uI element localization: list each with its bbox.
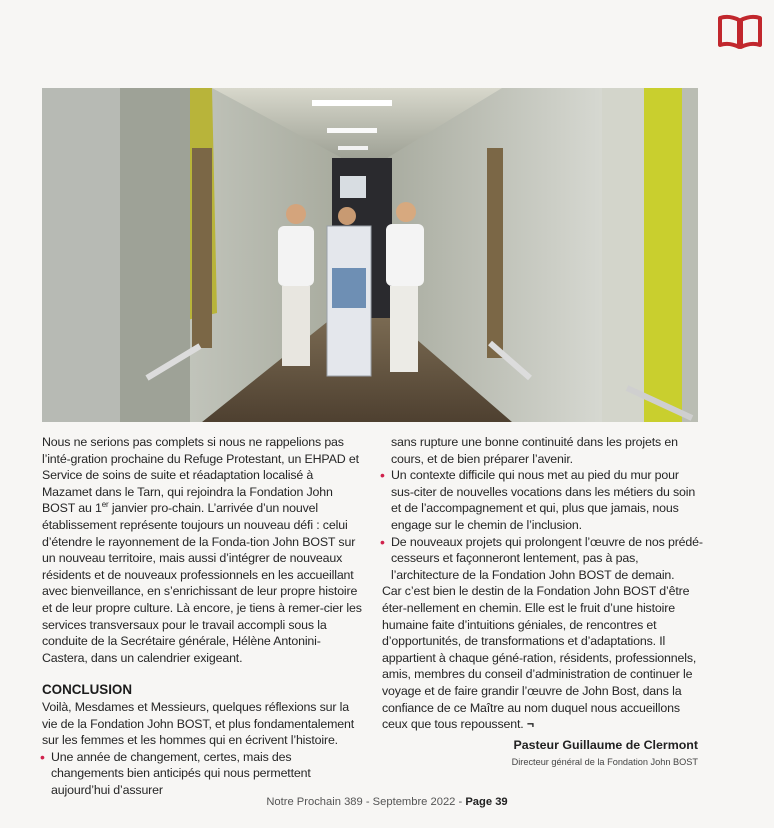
right-column: [382, 434, 704, 733]
signature-role: Directeur général de la Fondation John BOST: [511, 757, 698, 767]
page-footer: [0, 796, 774, 808]
signature-name: Pasteur Guillaume de Clermont: [513, 738, 698, 752]
intro-paragraph: Nous ne serions pas complets si nous ne rappelions pas l’inté-gration prochaine du Refuge Protestant, un EHPAD et Service de soins de suite et réadaptation localisé à Mazamet dans le Tarn, qui rejoindra la Fondation John BOST au 1er janvier pro-chain. L’arrivée d’un nouvel établissement représente toujours un nouveau défi : celui d’étendre le rayonnement de la Fonda-tion John BOST sur un nouveau territoire, mais aussi d’intégrer de nouveaux résidents et de nouveaux professionnels en les accueillant avec bienveillance, en s’enrichissant de leur propre histoire et de leur propre culture. Là encore, je tiens à remer-cier les services transversaux pour le travail accompli sous la conduite de la Secrétaire générale, Hélène Antonini-Castera, dans un calendrier exigeant.: [42, 435, 362, 665]
closing-paragraph: Car c’est bien le destin de la Fondation John BOST d’être éter-nellement en chemin. Elle est le fruit d’une histoire humaine faite d’intuitions géniales, de rencontres et d’opportunités, de transformations et d’adaptations. Il appartient à chaque géné-ration, résidents, professionnels, amis, membres du conseil d’administration de continuer le voyage et de faire grandir l’œuvre de John Bost, dans la confiance de ce Maître au nom duquel nous accueillons ceux que tous repoussent. ¬: [382, 584, 697, 732]
end-mark: ¬: [526, 717, 534, 732]
conclusion-paragraph: Voilà, Mesdames et Messieurs, quelques réflexions sur la vie de la Fondation John BOST, et plus fondamentalement sur les femmes et les hommes qui en écrivent l’histoire.: [42, 699, 355, 748]
left-column: [42, 434, 364, 798]
bullet-item: • De nouveaux projets qui prolongent l’œuvre de nos prédé-cesseurs et façonneront lentement, pas à pas, l’architecture de la Fondation John BOST de demain.: [382, 534, 704, 584]
bullet-item: • Une année de changement, certes, mais des changements bien anticipés qui nous permettent aujourd’hui d’assurer: [42, 749, 364, 799]
open-book-icon: [717, 14, 763, 50]
footer-publication: Notre Prochain 389 - Septembre 2022 -: [266, 796, 466, 808]
hospital-corridor-photo: [42, 88, 698, 422]
bullet-continuation: sans rupture une bonne continuité dans les projets en cours, et de bien préparer l’avenir.: [391, 435, 678, 466]
page-number: Page 39: [465, 796, 508, 808]
bullet-item: • Un contexte difficile qui nous met au pied du mur pour sus-citer de nouvelles vocations dans les métiers du soin et de l’accompagnement et qui, plus que jamais, nous engage sur le chemin de l’inclusion.: [382, 467, 704, 533]
conclusion-heading: CONCLUSION: [42, 682, 133, 698]
